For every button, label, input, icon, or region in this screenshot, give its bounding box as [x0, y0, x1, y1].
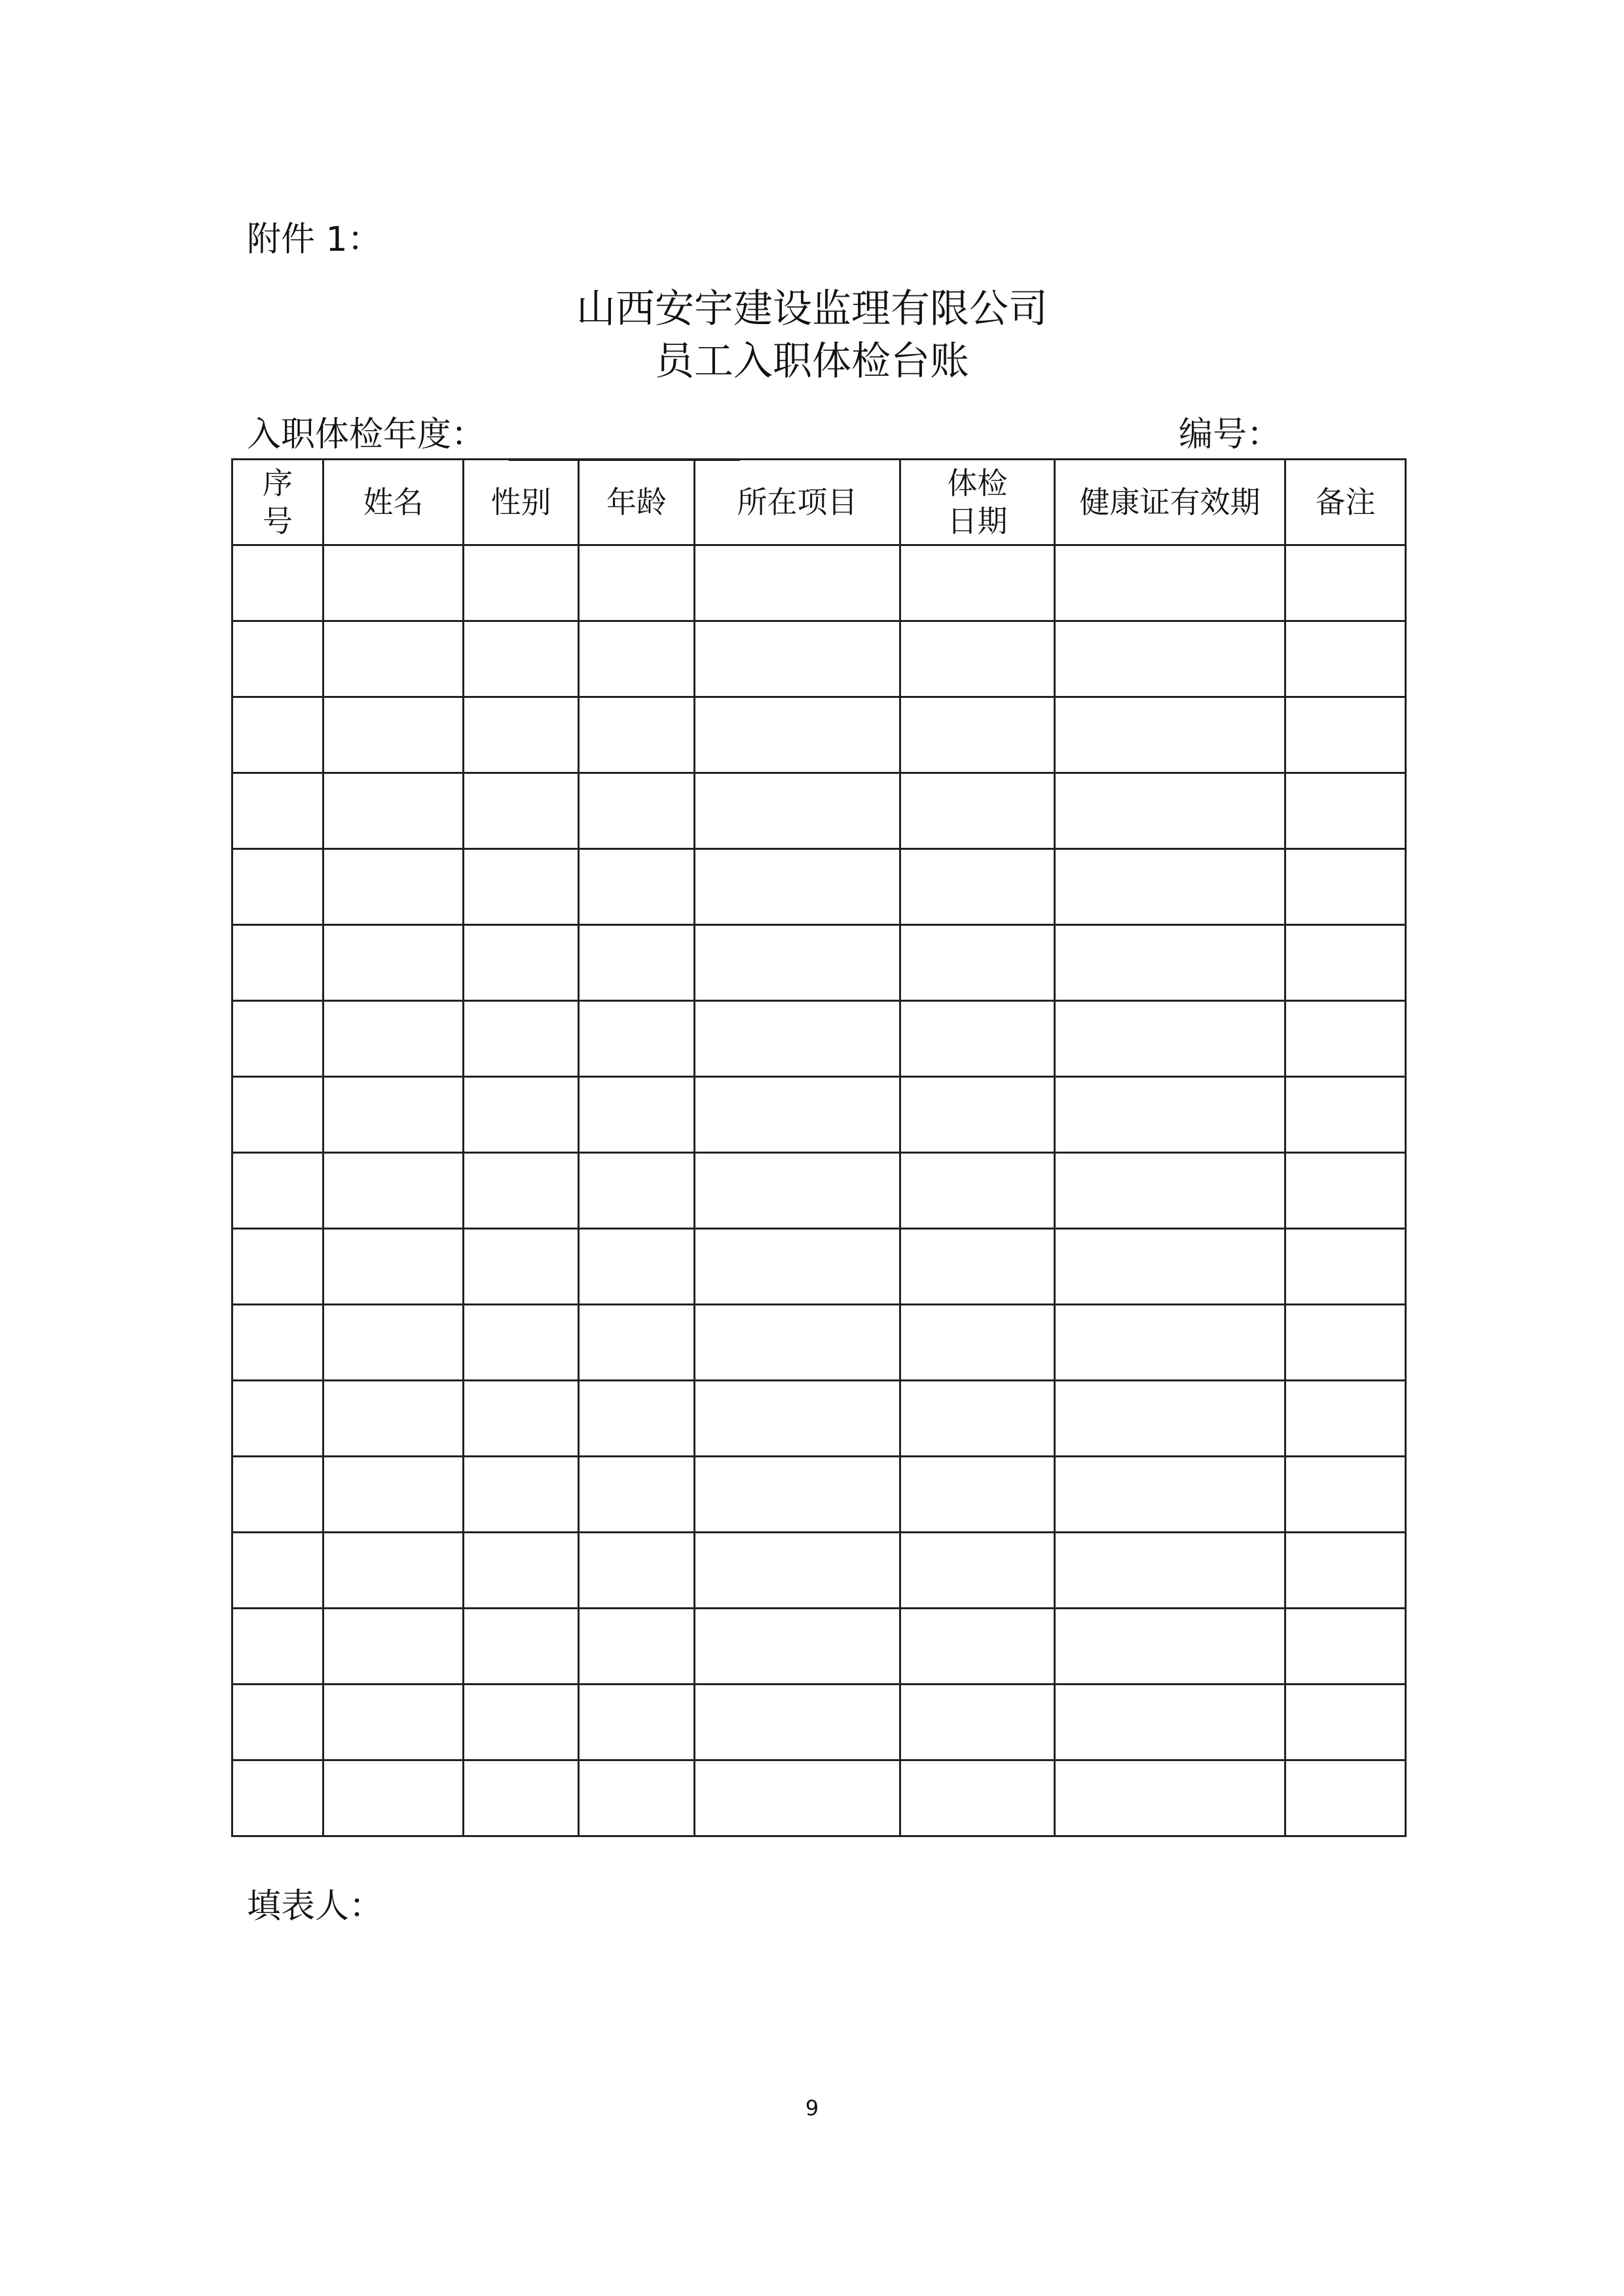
table-cell-serial[interactable] — [232, 545, 323, 621]
table-cell-serial[interactable] — [232, 1685, 323, 1760]
table-cell-gender[interactable] — [464, 1533, 579, 1609]
table-cell-health_cert_validity[interactable] — [1055, 1685, 1285, 1760]
table-cell-health_cert_validity[interactable] — [1055, 1381, 1285, 1457]
header-age: 年龄 — [579, 460, 695, 545]
table-row — [232, 1685, 1406, 1760]
table-cell-age[interactable] — [579, 1001, 695, 1077]
table-cell-age[interactable] — [579, 545, 695, 621]
table-cell-exam_date[interactable] — [900, 773, 1055, 849]
exam-year-label: 入职体检年度： — [247, 415, 486, 454]
table-cell-remarks[interactable] — [1285, 1533, 1406, 1609]
table-cell-age[interactable] — [579, 1533, 695, 1609]
number-label: 编号： — [1179, 415, 1282, 454]
table-cell-exam_date[interactable] — [900, 1229, 1055, 1305]
table-cell-name[interactable] — [323, 1381, 464, 1457]
table-cell-name[interactable] — [323, 697, 464, 773]
table-cell-exam_date[interactable] — [900, 1381, 1055, 1457]
table-cell-project[interactable] — [695, 773, 900, 849]
table-cell-remarks[interactable] — [1285, 1153, 1406, 1229]
table-cell-gender[interactable] — [464, 1457, 579, 1533]
table-cell-health_cert_validity[interactable] — [1055, 1001, 1285, 1077]
table-cell-project[interactable] — [695, 1685, 900, 1760]
table-cell-name[interactable] — [323, 1153, 464, 1229]
table-cell-serial[interactable] — [232, 1305, 323, 1381]
table-cell-remarks[interactable] — [1285, 1609, 1406, 1685]
exam-year-field — [247, 409, 740, 461]
form-filler-label: 填表人： — [247, 1887, 384, 1926]
table-cell-exam_date[interactable] — [900, 1305, 1055, 1381]
document-title: 员工入职体检台账 — [655, 338, 969, 384]
table-cell-health_cert_validity[interactable] — [1055, 545, 1285, 621]
table-cell-health_cert_validity[interactable] — [1055, 1760, 1285, 1836]
table-cell-name[interactable] — [323, 1457, 464, 1533]
table-cell-remarks[interactable] — [1285, 1077, 1406, 1153]
table-cell-gender[interactable] — [464, 1305, 579, 1381]
table-cell-serial[interactable] — [232, 1077, 323, 1153]
table-cell-health_cert_validity[interactable] — [1055, 925, 1285, 1001]
health-exam-ledger-table — [231, 458, 1407, 1837]
table-cell-age[interactable] — [579, 1685, 695, 1760]
table-cell-exam_date[interactable] — [900, 1609, 1055, 1685]
table-cell-age[interactable] — [579, 1609, 695, 1685]
table-cell-age[interactable] — [579, 697, 695, 773]
table-cell-age[interactable] — [579, 925, 695, 1001]
table-cell-project[interactable] — [695, 1305, 900, 1381]
table-cell-age[interactable] — [579, 1153, 695, 1229]
table-cell-age[interactable] — [579, 621, 695, 697]
table-cell-name[interactable] — [323, 1533, 464, 1609]
table-cell-health_cert_validity[interactable] — [1055, 1609, 1285, 1685]
table-cell-project[interactable] — [695, 1457, 900, 1533]
table-cell-health_cert_validity[interactable] — [1055, 621, 1285, 697]
table-row — [232, 697, 1406, 773]
table-cell-gender[interactable] — [464, 849, 579, 925]
table-cell-project[interactable] — [695, 545, 900, 621]
table-cell-gender[interactable] — [464, 925, 579, 1001]
table-cell-project[interactable] — [695, 1001, 900, 1077]
table-cell-serial[interactable] — [232, 1457, 323, 1533]
attachment-label: 附件 1： — [247, 220, 382, 259]
table-cell-health_cert_validity[interactable] — [1055, 773, 1285, 849]
table-cell-health_cert_validity[interactable] — [1055, 849, 1285, 925]
table-cell-name[interactable] — [323, 621, 464, 697]
table-cell-name[interactable] — [323, 1001, 464, 1077]
table-cell-gender[interactable] — [464, 1685, 579, 1760]
table-row — [232, 773, 1406, 849]
table-cell-remarks[interactable] — [1285, 621, 1406, 697]
table-cell-serial[interactable] — [232, 1533, 323, 1609]
table-cell-health_cert_validity[interactable] — [1055, 1457, 1285, 1533]
table-cell-name[interactable] — [323, 1685, 464, 1760]
table-cell-remarks[interactable] — [1285, 1001, 1406, 1077]
table-cell-remarks[interactable] — [1285, 1305, 1406, 1381]
table-cell-age[interactable] — [579, 1457, 695, 1533]
table-cell-serial[interactable] — [232, 697, 323, 773]
table-row — [232, 621, 1406, 697]
table-cell-serial[interactable] — [232, 621, 323, 697]
table-row — [232, 1305, 1406, 1381]
table-row — [232, 1381, 1406, 1457]
table-row — [232, 1533, 1406, 1609]
table-cell-remarks[interactable] — [1285, 1229, 1406, 1305]
table-row — [232, 1760, 1406, 1836]
header-health-cert-validity: 健康证有效期 — [1055, 460, 1285, 545]
table-cell-exam_date[interactable] — [900, 1533, 1055, 1609]
table-row — [232, 849, 1406, 925]
table-cell-gender[interactable] — [464, 545, 579, 621]
table-cell-project[interactable] — [695, 1609, 900, 1685]
table-row — [232, 1077, 1406, 1153]
page-number: 9 — [805, 2096, 819, 2121]
table-row — [232, 925, 1406, 1001]
table-cell-project[interactable] — [695, 849, 900, 925]
table-cell-serial[interactable] — [232, 1760, 323, 1836]
table-cell-name[interactable] — [323, 1609, 464, 1685]
table-cell-exam_date[interactable] — [900, 1760, 1055, 1836]
table-cell-health_cert_validity[interactable] — [1055, 1305, 1285, 1381]
table-cell-exam_date[interactable] — [900, 1001, 1055, 1077]
table-cell-gender[interactable] — [464, 1077, 579, 1153]
table-cell-name[interactable] — [323, 1760, 464, 1836]
table-cell-remarks[interactable] — [1285, 697, 1406, 773]
table-cell-name[interactable] — [323, 1229, 464, 1305]
table-cell-exam_date[interactable] — [900, 1153, 1055, 1229]
table-cell-project[interactable] — [695, 1760, 900, 1836]
table-row — [232, 545, 1406, 621]
table-cell-remarks[interactable] — [1285, 773, 1406, 849]
table-cell-name[interactable] — [323, 849, 464, 925]
table-cell-project[interactable] — [695, 1077, 900, 1153]
table-cell-project[interactable] — [695, 1533, 900, 1609]
table-cell-health_cert_validity[interactable] — [1055, 1077, 1285, 1153]
table-cell-serial[interactable] — [232, 849, 323, 925]
table-cell-exam_date[interactable] — [900, 1457, 1055, 1533]
table-cell-age[interactable] — [579, 773, 695, 849]
table-cell-remarks[interactable] — [1285, 925, 1406, 1001]
table-cell-name[interactable] — [323, 1305, 464, 1381]
table-cell-gender[interactable] — [464, 1153, 579, 1229]
table-cell-health_cert_validity[interactable] — [1055, 1533, 1285, 1609]
table-cell-project[interactable] — [695, 1229, 900, 1305]
table-cell-exam_date[interactable] — [900, 1685, 1055, 1760]
table-cell-serial[interactable] — [232, 1153, 323, 1229]
table-cell-exam_date[interactable] — [900, 621, 1055, 697]
table-cell-health_cert_validity[interactable] — [1055, 697, 1285, 773]
table-cell-name[interactable] — [323, 1077, 464, 1153]
table-cell-gender[interactable] — [464, 697, 579, 773]
exam-year-blank[interactable] — [509, 419, 740, 461]
table-cell-name[interactable] — [323, 773, 464, 849]
table-cell-age[interactable] — [579, 1229, 695, 1305]
table-cell-remarks[interactable] — [1285, 1381, 1406, 1457]
header-project: 所在项目 — [695, 460, 900, 545]
table-cell-remarks[interactable] — [1285, 1457, 1406, 1533]
table-cell-project[interactable] — [695, 1153, 900, 1229]
table-cell-exam_date[interactable] — [900, 1077, 1055, 1153]
table-row — [232, 1153, 1406, 1229]
table-cell-exam_date[interactable] — [900, 697, 1055, 773]
table-cell-gender[interactable] — [464, 621, 579, 697]
header-name: 姓名 — [323, 460, 464, 545]
table-cell-exam_date[interactable] — [900, 925, 1055, 1001]
table-cell-serial[interactable] — [232, 1609, 323, 1685]
table-cell-remarks[interactable] — [1285, 1760, 1406, 1836]
table-cell-exam_date[interactable] — [900, 545, 1055, 621]
company-name-title: 山西安宇建设监理有限公司 — [576, 286, 1048, 332]
table-cell-gender[interactable] — [464, 1229, 579, 1305]
table-cell-serial[interactable] — [232, 925, 323, 1001]
table-cell-age[interactable] — [579, 1381, 695, 1457]
header-serial: 序 号 — [232, 460, 323, 545]
table-row — [232, 1457, 1406, 1533]
table-cell-health_cert_validity[interactable] — [1055, 1229, 1285, 1305]
table-body — [232, 545, 1406, 1836]
table-cell-gender[interactable] — [464, 773, 579, 849]
table-cell-serial[interactable] — [232, 1229, 323, 1305]
table-row — [232, 1609, 1406, 1685]
table-cell-project[interactable] — [695, 697, 900, 773]
header-gender: 性别 — [464, 460, 579, 545]
table-header-row — [232, 460, 1406, 545]
table-cell-gender[interactable] — [464, 1001, 579, 1077]
table-cell-age[interactable] — [579, 1305, 695, 1381]
table-cell-gender[interactable] — [464, 1381, 579, 1457]
table-cell-name[interactable] — [323, 925, 464, 1001]
table-cell-age[interactable] — [579, 1760, 695, 1836]
table-cell-serial[interactable] — [232, 773, 323, 849]
header-remarks: 备注 — [1285, 460, 1406, 545]
table-cell-health_cert_validity[interactable] — [1055, 1153, 1285, 1229]
table-cell-remarks[interactable] — [1285, 545, 1406, 621]
table-cell-exam_date[interactable] — [900, 849, 1055, 925]
header-exam-date: 体检 日期 — [900, 460, 1055, 545]
table-cell-serial[interactable] — [232, 1001, 323, 1077]
table-cell-age[interactable] — [579, 1077, 695, 1153]
table-cell-name[interactable] — [323, 545, 464, 621]
table-cell-age[interactable] — [579, 849, 695, 925]
table-row — [232, 1001, 1406, 1077]
table-cell-gender[interactable] — [464, 1609, 579, 1685]
table-cell-project[interactable] — [695, 925, 900, 1001]
table-cell-remarks[interactable] — [1285, 849, 1406, 925]
table-row — [232, 1229, 1406, 1305]
table-cell-project[interactable] — [695, 621, 900, 697]
table-cell-gender[interactable] — [464, 1760, 579, 1836]
table-cell-project[interactable] — [695, 1381, 900, 1457]
table-cell-remarks[interactable] — [1285, 1685, 1406, 1760]
table-cell-serial[interactable] — [232, 1381, 323, 1457]
